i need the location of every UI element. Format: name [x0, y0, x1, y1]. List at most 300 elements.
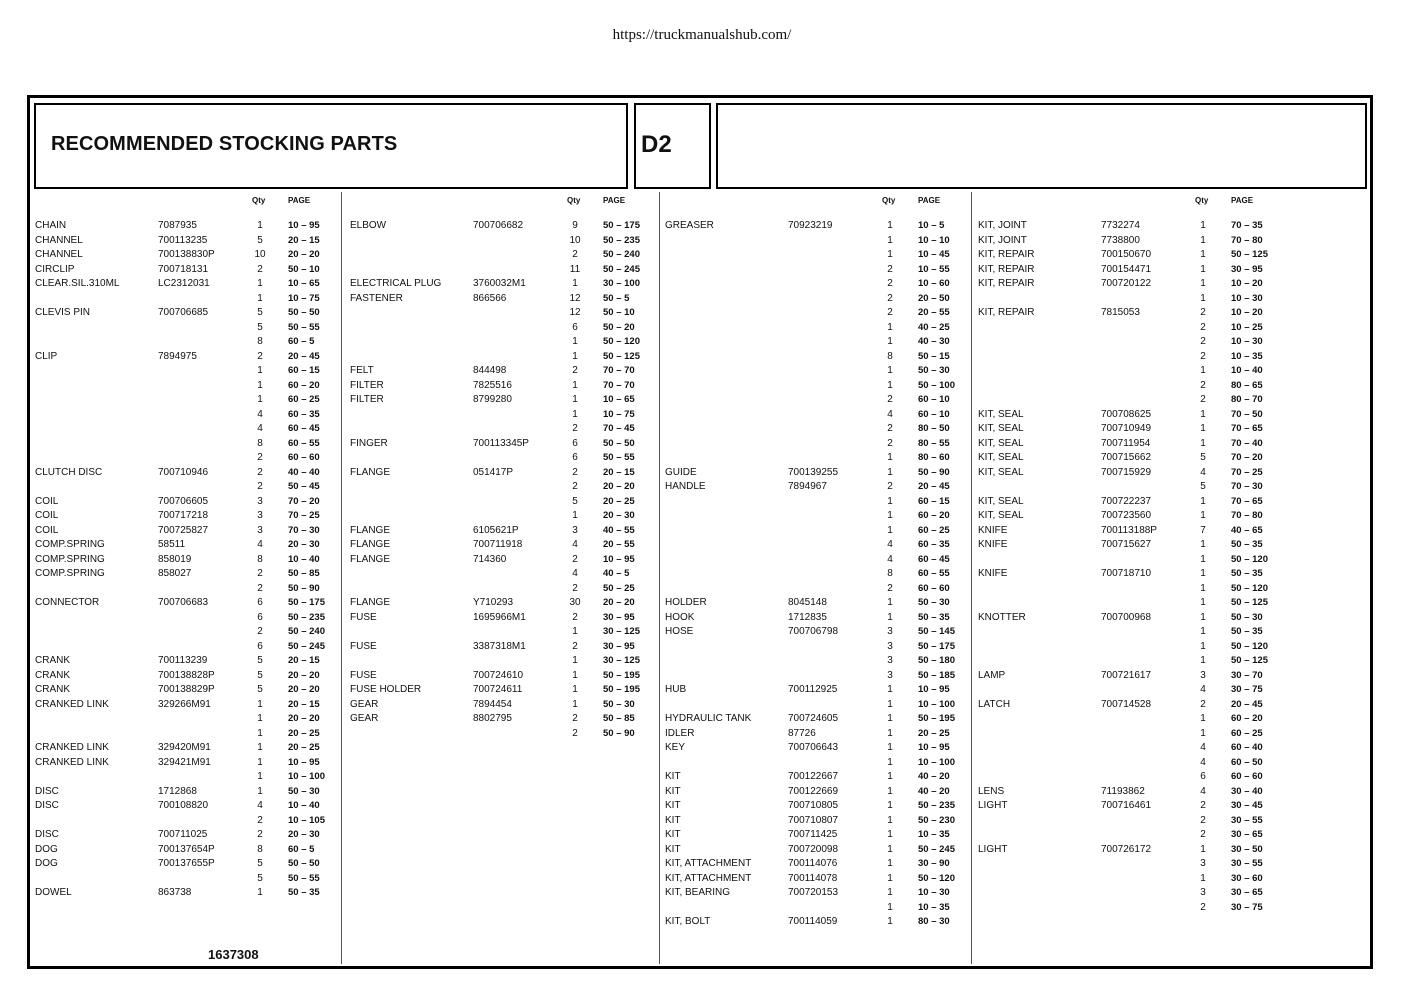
part-page: 10 – 40 — [288, 800, 320, 811]
part-number: 700108820 — [158, 800, 209, 811]
part-page: 50 – 85 — [288, 568, 320, 579]
part-qty: 1 — [887, 901, 893, 913]
part-qty: 2 — [257, 481, 263, 492]
part-page: 20 – 15 — [603, 466, 635, 478]
part-row — [30, 757, 341, 771]
part-page: 10 – 95 — [918, 684, 950, 695]
part-page: 60 – 35 — [918, 539, 950, 550]
part-row — [973, 220, 1367, 234]
part-qty: 2 — [1200, 321, 1206, 333]
part-page: 10 – 40 — [1231, 365, 1263, 376]
part-page: 50 – 35 — [1231, 626, 1263, 637]
part-qty: 5 — [257, 872, 263, 884]
part-qty: 4 — [257, 423, 263, 434]
part-number: 700700968 — [1101, 611, 1152, 623]
part-number: 700723560 — [1101, 510, 1152, 521]
part-number: 700112925 — [788, 684, 838, 695]
part-qty: 5 — [572, 495, 578, 507]
part-page: 50 – 235 — [288, 611, 325, 623]
part-number: 866566 — [473, 292, 507, 304]
part-qty: 1 — [887, 336, 893, 347]
part-page: 10 – 35 — [1231, 350, 1263, 362]
part-page: 50 – 35 — [288, 887, 320, 898]
title-box — [34, 103, 628, 189]
part-qty: 1 — [1200, 263, 1206, 275]
part-name: CHAIN — [35, 220, 67, 231]
part-name: KIT, SEAL — [978, 408, 1024, 420]
part-page: 50 – 120 — [1231, 582, 1268, 594]
part-name: CRANK — [35, 684, 71, 695]
part-qty: 2 — [572, 713, 578, 724]
part-row — [30, 612, 341, 626]
part-page: 60 – 50 — [1231, 756, 1263, 768]
part-page: 60 – 20 — [1231, 713, 1263, 724]
part-row — [30, 844, 341, 858]
part-row — [660, 293, 971, 307]
part-qty: 1 — [887, 916, 893, 927]
part-qty: 2 — [257, 466, 263, 478]
part-qty: 5 — [257, 307, 263, 318]
part-row — [660, 568, 971, 582]
part-name: FUSE — [350, 640, 377, 652]
part-row — [345, 655, 659, 669]
part-row — [660, 249, 971, 263]
part-qty: 1 — [887, 495, 893, 507]
part-row — [345, 249, 659, 263]
part-number: 7894975 — [158, 350, 197, 362]
part-page: 50 – 30 — [603, 698, 635, 710]
part-qty: 1 — [572, 510, 578, 521]
part-number: 700714528 — [1101, 698, 1152, 710]
part-number: 7738800 — [1101, 234, 1140, 246]
part-row — [30, 481, 341, 495]
part-row — [973, 858, 1367, 872]
part-row — [973, 757, 1367, 771]
part-number: 700711954 — [1101, 437, 1151, 449]
part-name: COMP.SPRING — [35, 553, 105, 565]
part-qty: 2 — [887, 394, 893, 405]
part-number: 700724611 — [473, 684, 523, 695]
part-row — [973, 626, 1367, 640]
part-name: KIT — [665, 843, 681, 855]
part-page: 50 – 195 — [603, 684, 640, 695]
part-number: 700706682 — [473, 220, 524, 231]
part-row — [973, 554, 1367, 568]
part-qty: 6 — [257, 640, 263, 652]
part-page: 80 – 65 — [1231, 379, 1263, 391]
part-row — [660, 670, 971, 684]
part-page: 70 – 65 — [1231, 423, 1263, 434]
part-qty: 7 — [1200, 524, 1206, 536]
part-name: CRANKED LINK — [35, 742, 109, 753]
part-page: 60 – 5 — [288, 843, 315, 855]
part-row — [973, 612, 1367, 626]
part-name: LIGHT — [978, 843, 1008, 855]
part-page: 50 – 10 — [288, 263, 320, 275]
part-number: 844498 — [473, 365, 507, 376]
part-name: FUSE — [350, 611, 377, 623]
part-name: KIT — [665, 785, 681, 797]
part-page: 60 – 15 — [288, 365, 320, 376]
part-page: 10 – 40 — [288, 553, 320, 565]
part-row — [30, 525, 341, 539]
part-name: KIT, SEAL — [978, 423, 1024, 434]
part-name: FUSE HOLDER — [350, 684, 422, 695]
part-page: 40 – 25 — [918, 321, 950, 333]
part-row — [30, 452, 341, 466]
part-page: 50 – 195 — [603, 669, 640, 681]
part-number: 700715929 — [1101, 466, 1152, 478]
part-row — [345, 699, 659, 713]
part-row — [973, 829, 1367, 843]
part-row — [660, 844, 971, 858]
part-row — [30, 554, 341, 568]
part-name: COMP.SPRING — [35, 539, 105, 550]
part-qty: 1 — [887, 249, 893, 260]
part-page: 60 – 25 — [1231, 727, 1263, 739]
part-row — [345, 452, 659, 466]
part-row — [345, 713, 659, 727]
part-row — [660, 713, 971, 727]
part-name: FLANGE — [350, 553, 391, 565]
part-qty: 1 — [887, 872, 893, 884]
part-qty: 1 — [572, 626, 578, 637]
part-row — [660, 655, 971, 669]
part-page: 30 – 70 — [1231, 669, 1263, 681]
part-page: 70 – 35 — [1231, 220, 1263, 231]
part-name: LIGHT — [978, 800, 1008, 811]
part-qty: 8 — [257, 336, 263, 347]
part-qty: 8 — [887, 568, 893, 579]
part-name: KIT, JOINT — [978, 220, 1027, 231]
part-page: 40 – 65 — [1231, 524, 1263, 536]
part-page: 30 – 75 — [1231, 684, 1263, 695]
part-page: 20 – 30 — [288, 829, 320, 840]
part-page: 50 – 125 — [603, 350, 640, 362]
part-page: 70 – 25 — [288, 510, 320, 521]
part-page: 50 – 50 — [603, 437, 635, 449]
part-row — [345, 307, 659, 321]
part-qty: 1 — [887, 452, 893, 463]
part-number: 700711918 — [473, 539, 523, 550]
part-row — [660, 235, 971, 249]
part-number: 7894967 — [788, 481, 827, 492]
part-row — [660, 902, 971, 916]
part-qty: 1 — [1200, 495, 1206, 507]
part-row — [345, 409, 659, 423]
part-number: 8045148 — [788, 597, 827, 608]
part-row — [30, 278, 341, 292]
part-page: 50 – 30 — [918, 365, 950, 376]
part-qty: 2 — [572, 727, 578, 739]
part-page: 50 – 240 — [603, 249, 640, 260]
part-page: 60 – 55 — [288, 437, 320, 449]
part-row — [30, 829, 341, 843]
part-number: 700113345P — [473, 437, 529, 449]
part-qty: 1 — [1200, 249, 1206, 260]
part-name: KIT, JOINT — [978, 234, 1027, 246]
part-qty: 1 — [887, 742, 893, 753]
part-number: 58511 — [158, 539, 186, 550]
part-qty: 2 — [572, 553, 578, 565]
part-row — [30, 626, 341, 640]
part-row — [345, 380, 659, 394]
part-row — [973, 452, 1367, 466]
part-row — [345, 423, 659, 437]
part-row — [973, 815, 1367, 829]
section-label: D2 — [641, 131, 672, 158]
part-name: HOOK — [665, 611, 695, 623]
part-page: 30 – 95 — [603, 640, 635, 652]
part-row — [30, 568, 341, 582]
parts-column-1 — [30, 192, 341, 964]
part-row — [30, 887, 341, 901]
part-number: 8799280 — [473, 394, 512, 405]
part-qty: 1 — [1200, 626, 1206, 637]
part-row — [973, 728, 1367, 742]
part-row — [660, 626, 971, 640]
part-name: FELT — [350, 365, 374, 376]
part-row — [973, 293, 1367, 307]
part-qty: 1 — [887, 321, 893, 333]
part-page: 10 – 30 — [1231, 292, 1263, 304]
part-name: KIT — [665, 771, 681, 782]
page-header: PAGE — [1231, 196, 1254, 205]
part-qty: 5 — [257, 234, 263, 246]
part-page: 30 – 55 — [1231, 858, 1263, 869]
part-qty: 1 — [887, 858, 893, 869]
part-qty: 1 — [257, 278, 263, 289]
part-number: 700710946 — [158, 466, 209, 478]
part-name: GEAR — [350, 713, 379, 724]
part-page: 70 – 30 — [1231, 481, 1263, 492]
part-row — [973, 771, 1367, 785]
part-number: 70923219 — [788, 220, 833, 231]
part-page: 40 – 30 — [918, 336, 950, 347]
part-number: 700139255 — [788, 466, 839, 478]
part-number: 700114078 — [788, 872, 838, 884]
part-name: HUB — [665, 684, 687, 695]
part-qty: 1 — [1200, 843, 1206, 855]
part-number: 700710949 — [1101, 423, 1152, 434]
part-number: 700718710 — [1101, 568, 1152, 579]
part-qty: 2 — [1200, 379, 1206, 391]
part-qty: 1 — [887, 771, 893, 782]
part-row — [30, 496, 341, 510]
part-qty: 4 — [572, 568, 578, 579]
part-row — [660, 583, 971, 597]
part-number: 700720122 — [1101, 278, 1152, 289]
part-row — [973, 525, 1367, 539]
part-page: 30 – 60 — [1231, 872, 1263, 884]
part-page: 60 – 35 — [288, 408, 320, 420]
part-row — [30, 510, 341, 524]
part-name: GREASER — [665, 220, 714, 231]
part-number: 700710807 — [788, 814, 839, 826]
part-page: 10 – 55 — [918, 263, 950, 275]
part-row — [345, 539, 659, 553]
qty-header: Qty — [567, 196, 581, 205]
part-row — [973, 496, 1367, 510]
part-page: 10 – 95 — [918, 742, 950, 753]
part-name: HYDRAULIC TANK — [665, 713, 752, 724]
part-qty: 1 — [1200, 292, 1206, 304]
part-row — [30, 771, 341, 785]
part-page: 30 – 40 — [1231, 785, 1263, 797]
part-qty: 1 — [887, 843, 893, 855]
part-name: FLANGE — [350, 597, 391, 608]
part-page: 50 – 185 — [918, 669, 955, 681]
part-name: CLEVIS PIN — [35, 307, 91, 318]
part-number: 051417P — [473, 466, 514, 478]
part-row — [345, 554, 659, 568]
part-qty: 2 — [257, 582, 263, 594]
part-page: 60 – 45 — [918, 553, 950, 565]
part-qty: 1 — [572, 278, 578, 289]
part-row — [660, 394, 971, 408]
part-name: COMP.SPRING — [35, 568, 105, 579]
part-page: 80 – 70 — [1231, 394, 1263, 405]
part-qty: 3 — [257, 524, 263, 536]
part-row — [973, 481, 1367, 495]
part-row — [345, 641, 659, 655]
part-qty: 4 — [1200, 756, 1206, 768]
part-row — [30, 264, 341, 278]
part-name: KIT, REPAIR — [978, 249, 1035, 260]
part-qty: 1 — [1200, 510, 1206, 521]
part-page: 80 – 50 — [918, 423, 950, 434]
part-qty: 1 — [887, 727, 893, 739]
part-name: KIT, BEARING — [665, 887, 731, 898]
part-qty: 1 — [887, 365, 893, 376]
part-qty: 2 — [887, 481, 893, 492]
part-page: 20 – 50 — [918, 292, 950, 304]
part-page: 20 – 15 — [288, 655, 320, 666]
part-qty: 6 — [572, 437, 578, 449]
part-name: COIL — [35, 495, 59, 507]
part-page: 70 – 20 — [288, 495, 320, 507]
part-row — [345, 365, 659, 379]
part-number: 7815053 — [1101, 307, 1140, 318]
part-name: KIT, ATTACHMENT — [665, 872, 752, 884]
part-number: 700706798 — [788, 626, 839, 637]
part-row — [973, 800, 1367, 814]
part-name: FASTENER — [350, 292, 403, 304]
part-qty: 3 — [1200, 887, 1206, 898]
part-page: 30 – 100 — [603, 278, 640, 289]
part-qty: 1 — [572, 698, 578, 710]
part-row — [345, 525, 659, 539]
source-url: https://truckmanualshub.com/ — [612, 27, 792, 43]
part-name: KNIFE — [978, 539, 1008, 550]
part-page: 60 – 60 — [918, 582, 950, 594]
part-qty: 4 — [887, 539, 893, 550]
part-qty: 1 — [257, 379, 263, 391]
part-qty: 3 — [887, 626, 893, 637]
part-number: 700137655P — [158, 858, 215, 869]
part-number: Y710293 — [473, 597, 514, 608]
page-frame — [27, 95, 1373, 969]
part-row — [660, 365, 971, 379]
part-row — [660, 496, 971, 510]
part-name: HOSE — [665, 626, 694, 637]
part-qty: 1 — [1200, 727, 1206, 739]
part-page: 50 – 85 — [603, 713, 635, 724]
part-page: 50 – 240 — [288, 626, 325, 637]
part-row — [30, 293, 341, 307]
part-qty: 2 — [1200, 394, 1206, 405]
part-page: 50 – 120 — [918, 872, 955, 884]
part-number: 700720098 — [788, 843, 839, 855]
part-qty: 1 — [887, 785, 893, 797]
part-row — [973, 539, 1367, 553]
part-page: 20 – 45 — [1231, 698, 1263, 710]
part-row — [30, 583, 341, 597]
part-page: 20 – 25 — [918, 727, 950, 739]
page-header: PAGE — [918, 196, 941, 205]
part-number: 714360 — [473, 553, 507, 565]
part-page: 50 – 175 — [603, 220, 640, 231]
qty-header: Qty — [1195, 196, 1209, 205]
part-row — [30, 742, 341, 756]
part-row — [973, 684, 1367, 698]
part-qty: 1 — [1200, 220, 1206, 231]
part-qty: 2 — [257, 814, 263, 826]
part-qty: 1 — [257, 771, 263, 782]
part-qty: 1 — [257, 365, 263, 376]
part-page: 80 – 30 — [918, 916, 950, 927]
part-page: 50 – 5 — [603, 292, 630, 304]
part-row — [30, 336, 341, 350]
part-page: 80 – 55 — [918, 437, 950, 449]
part-page: 50 – 35 — [1231, 539, 1263, 550]
part-row — [973, 438, 1367, 452]
part-page: 50 – 125 — [1231, 597, 1268, 608]
part-page: 40 – 40 — [288, 466, 320, 478]
part-page: 50 – 35 — [918, 611, 950, 623]
part-qty: 1 — [887, 611, 893, 623]
part-row — [345, 597, 659, 611]
part-qty: 2 — [887, 423, 893, 434]
part-row — [30, 365, 341, 379]
part-page: 50 – 180 — [918, 655, 955, 666]
part-row — [30, 815, 341, 829]
part-page: 30 – 65 — [1231, 887, 1263, 898]
part-qty: 1 — [1200, 713, 1206, 724]
part-qty: 5 — [1200, 481, 1206, 492]
part-qty: 2 — [572, 481, 578, 492]
part-row — [973, 278, 1367, 292]
part-qty: 1 — [887, 524, 893, 536]
part-row — [30, 728, 341, 742]
part-row — [973, 380, 1367, 394]
part-row — [660, 684, 971, 698]
part-name: CLIP — [35, 350, 58, 362]
part-row — [660, 858, 971, 872]
part-row — [345, 264, 659, 278]
parts-column-2 — [345, 192, 659, 964]
part-row — [30, 467, 341, 481]
part-number: 1712835 — [788, 611, 827, 623]
part-qty: 1 — [887, 800, 893, 811]
part-name: FILTER — [350, 394, 384, 405]
part-row — [345, 293, 659, 307]
part-qty: 5 — [257, 655, 263, 666]
qty-header: Qty — [882, 196, 896, 205]
part-page: 10 – 25 — [1231, 321, 1263, 333]
part-page: 70 – 65 — [1231, 495, 1263, 507]
part-name: GUIDE — [665, 466, 697, 478]
